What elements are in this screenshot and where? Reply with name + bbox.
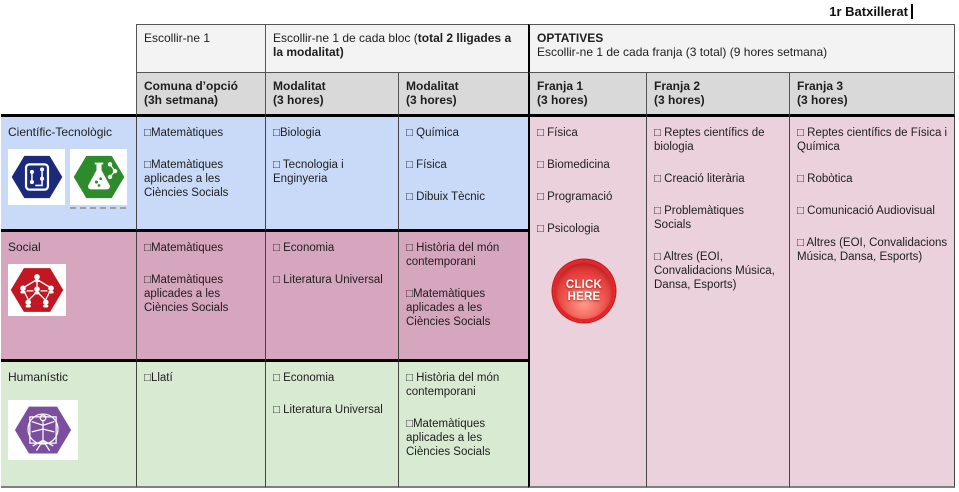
checkbox-option[interactable]: □ Física [537,127,578,139]
cell-humanistic-modalitat-2 [399,362,528,488]
page-title [829,4,913,19]
column-header-line2: (3 hores) [406,93,457,107]
click-here-button[interactable] [553,260,615,322]
column-header-franja-2 [647,72,790,117]
track-label: Científic-Tecnològic [8,125,113,139]
header-escollir-1-text: Escollir-ne 1 [144,31,211,45]
cell-franja-1 [528,117,647,488]
header-bloc-bold: total 2 lligades a la modalitat [273,31,512,59]
cell-franja-3 [790,117,955,488]
header-optatives [528,24,955,72]
network-hexagon-icon [8,264,66,316]
column-header-modalitat-1 [266,72,399,117]
column-header-line2: (3 hores) [537,93,588,107]
checkbox-option[interactable]: □ Reptes científics de Física i Química [797,127,948,153]
cell-ct-modalitat-2 [399,117,528,232]
checkbox-option[interactable]: □ Robòtica [797,173,853,185]
checkbox-option[interactable]: □ Comunicació Audiovisual [797,205,935,217]
cell-social-comuna [137,232,266,362]
course-selection-table [1,24,955,488]
row-label-social [1,232,137,362]
track-icons [8,264,130,316]
checkbox-option[interactable]: □ Altres (EOI, Convalidacions Música, Dansa, Esports) [797,237,948,263]
column-header-line1: Franja 2 [654,79,701,93]
vitruvian-hexagon-icon [8,400,78,460]
checkbox-option[interactable]: □ Economia [273,242,335,254]
track-label: Humanístic [8,370,69,384]
column-header-line2: (3 hores) [797,93,848,107]
header-escollir-bloc [266,24,528,72]
text-cursor [911,4,913,19]
column-header-line1: Franja 1 [537,79,584,93]
track-label: Social [8,240,41,254]
cell-franja-2 [647,117,790,488]
circuit-hexagon-icon [8,149,65,205]
column-header-line1: Franja 3 [797,79,844,93]
checkbox-option[interactable]: □ Programació [537,191,613,203]
checkbox-option[interactable]: □Biologia [273,127,321,139]
page-title-text: 1r Batxillerat [829,4,908,19]
cell-social-modalitat-2 [399,232,528,362]
corner-empty-cell [1,24,137,117]
checkbox-option[interactable]: □ Economia [273,372,335,384]
column-header-line1: Comuna d’opció [144,79,238,93]
header-bloc-pre: Escollir-ne 1 de cada bloc ( [273,31,418,45]
dashed-underline [70,207,126,209]
row-label-humanistic [1,362,137,488]
column-header-comuna [137,72,266,117]
checkbox-option[interactable]: □ Altres (EOI, Convalidacions Música, Dansa, Esports) [654,251,775,291]
column-header-line2: (3h setmana) [144,93,219,107]
checkbox-option[interactable]: □Matemàtiques aplicades a les Ciències Socials [144,159,229,199]
cell-humanistic-comuna [137,362,266,488]
checkbox-option[interactable]: □Matemàtiques aplicades a les Ciències Socials [406,418,491,458]
checkbox-option[interactable]: □Matemàtiques aplicades a les Ciències Socials [406,288,491,328]
header-optatives-title: OPTATIVES [537,31,604,45]
header-optatives-sub: Escollir-ne 1 de cada franja (3 total) (9 hores setmana) [537,45,828,59]
checkbox-option[interactable]: □ Biomedicina [537,159,610,171]
checkbox-option[interactable]: □ Psicologia [537,223,600,235]
click-here-line2: HERE [567,291,601,303]
flask-hexagon-icon [70,149,127,205]
column-header-line1: Modalitat [406,79,459,93]
column-header-franja-3 [790,72,955,117]
column-header-modalitat-2 [399,72,528,117]
cell-ct-comuna [137,117,266,232]
header-bloc-post: ) [339,45,344,59]
column-header-franja-1 [528,72,647,117]
header-escollir-1 [137,24,266,72]
row-label-cientific-tecnologic [1,117,137,232]
checkbox-option[interactable]: □ Reptes científics de biologia [654,127,765,153]
track-icons [8,149,130,205]
checkbox-option[interactable]: □Matemàtiques [144,127,224,139]
checkbox-option[interactable]: □ Creació literària [654,173,745,185]
checkbox-option[interactable]: □Matemàtiques aplicades a les Ciències Socials [144,274,229,314]
checkbox-option[interactable]: □ Literatura Universal [273,404,383,416]
cell-social-modalitat-1 [266,232,399,362]
checkbox-option[interactable]: □Matemàtiques [144,242,224,254]
column-header-line1: Modalitat [273,79,326,93]
track-icons [8,400,130,460]
checkbox-option[interactable]: □ Història del món contemporani [406,242,500,268]
checkbox-option[interactable]: □ Tecnologia i Enginyeria [273,159,344,185]
checkbox-option[interactable]: □ Literatura Universal [273,274,383,286]
checkbox-option[interactable]: □ Dibuix Tècnic [406,191,485,203]
checkbox-option[interactable]: □ Química [406,127,459,139]
cell-humanistic-modalitat-1 [266,362,399,488]
cell-ct-modalitat-1 [266,117,399,232]
checkbox-option[interactable]: □Llatí [144,372,173,384]
column-header-line2: (3 hores) [654,93,705,107]
checkbox-option[interactable]: □ Problemàtiques Socials [654,205,745,231]
click-here-line1: CLICK [565,279,603,291]
checkbox-option[interactable]: □ Física [406,159,447,171]
checkbox-option[interactable]: □ Història del món contemporani [406,372,500,398]
column-header-line2: (3 hores) [273,93,324,107]
